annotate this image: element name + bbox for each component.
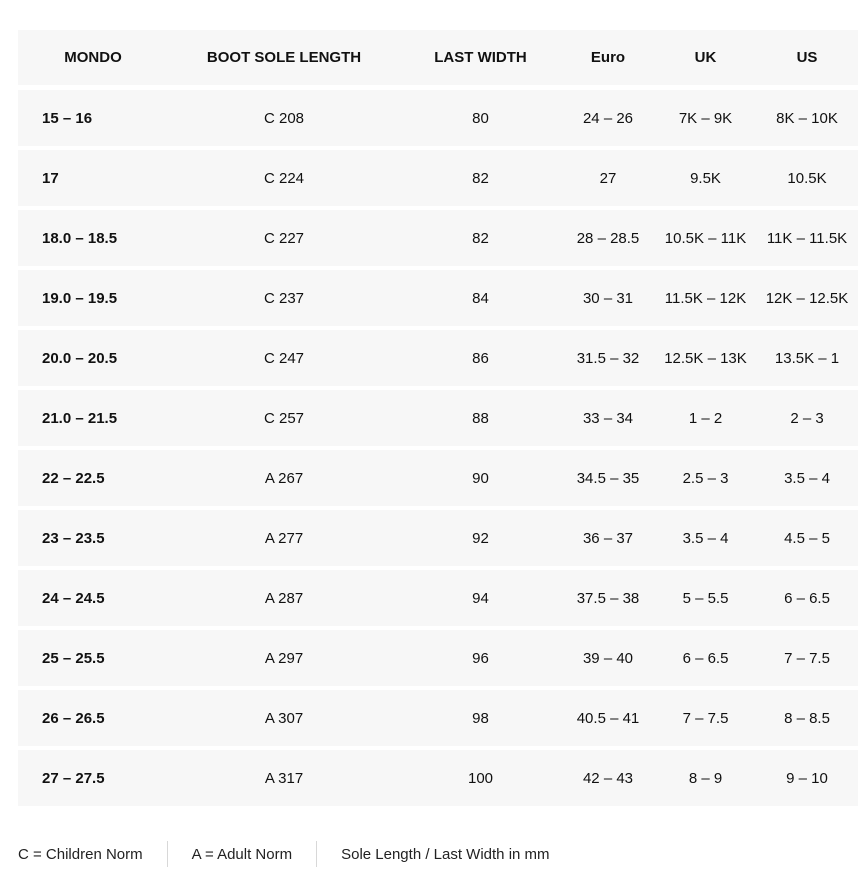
cell-uk: 5 – 5.5 [682,589,729,607]
cell-us: 7 – 7.5 [784,649,830,667]
cell-us: 12K – 12.5K [765,289,849,307]
table-row [18,330,858,386]
cell-last-width: 98 [472,709,489,727]
cell-us: 13.5K – 1 [774,349,840,367]
cell-us: 8 – 8.5 [784,709,830,727]
table-row [18,630,858,686]
table-row [18,750,858,806]
cell-us: 9 – 10 [786,769,828,787]
column-header-last-width: LAST WIDTH [434,49,527,66]
cell-mondo: 19.0 – 19.5 [42,289,118,307]
table-row [18,270,858,326]
cell-mondo: 20.0 – 20.5 [42,349,118,367]
cell-last-width: 84 [472,289,489,307]
cell-boot-sole-length: C 257 [263,409,305,427]
cell-uk: 3.5 – 4 [682,529,729,547]
cell-euro: 30 – 31 [582,289,634,307]
cell-boot-sole-length: A 307 [264,709,304,727]
cell-uk: 9.5K [690,169,721,187]
size-legend [18,841,550,867]
table-body [18,90,858,806]
cell-us: 2 – 3 [790,409,824,427]
cell-euro: 33 – 34 [582,409,634,427]
cell-boot-sole-length: C 237 [263,289,305,307]
cell-euro: 39 – 40 [582,649,634,667]
cell-last-width: 82 [472,229,489,247]
cell-euro: 37.5 – 38 [576,589,640,607]
cell-last-width: 80 [472,109,489,127]
cell-last-width: 94 [472,589,489,607]
cell-mondo: 24 – 24.5 [42,589,105,607]
cell-last-width: 100 [467,769,494,787]
cell-mondo: 23 – 23.5 [42,529,105,547]
cell-boot-sole-length: A 277 [264,529,304,547]
legend-adult-norm: A = Adult Norm [191,845,293,863]
size-chart-table [18,30,858,810]
cell-boot-sole-length: A 267 [264,469,304,487]
cell-last-width: 86 [472,349,489,367]
cell-us: 11K – 11.5K [766,229,848,247]
cell-mondo: 22 – 22.5 [42,469,105,487]
cell-boot-sole-length: A 297 [264,649,304,667]
cell-boot-sole-length: C 224 [263,169,305,187]
legend-children-norm: C = Children Norm [18,845,143,863]
cell-uk: 7K – 9K [678,109,733,127]
cell-boot-sole-length: A 287 [264,589,304,607]
cell-uk: 8 – 9 [688,769,723,787]
cell-mondo: 21.0 – 21.5 [42,409,118,427]
cell-boot-sole-length: A 317 [264,769,304,787]
cell-euro: 36 – 37 [582,529,634,547]
cell-mondo: 15 – 16 [42,109,93,127]
table-row [18,570,858,626]
table-row [18,690,858,746]
cell-us: 10.5K [787,169,827,187]
cell-boot-sole-length: C 227 [263,229,305,247]
cell-euro: 28 – 28.5 [576,229,640,247]
column-header-uk: UK [694,49,717,66]
cell-mondo: 18.0 – 18.5 [42,229,118,247]
table-row [18,450,858,506]
cell-uk: 7 – 7.5 [682,709,729,727]
table-row [18,390,858,446]
cell-last-width: 96 [472,649,489,667]
cell-mondo: 25 – 25.5 [42,649,105,667]
legend-divider [316,841,317,867]
cell-us: 4.5 – 5 [784,529,830,547]
cell-mondo: 17 [42,169,59,187]
cell-euro: 42 – 43 [582,769,634,787]
table-row [18,510,858,566]
cell-mondo: 26 – 26.5 [42,709,105,727]
cell-uk: 1 – 2 [688,409,723,427]
cell-euro: 24 – 26 [582,109,634,127]
cell-boot-sole-length: C 247 [263,349,305,367]
cell-euro: 40.5 – 41 [576,709,640,727]
cell-euro: 27 [599,169,617,187]
column-header-mondo: MONDO [64,49,122,66]
cell-us: 6 – 6.5 [784,589,830,607]
column-header-us: US [796,49,818,66]
cell-euro: 34.5 – 35 [576,469,640,487]
cell-boot-sole-length: C 208 [263,109,305,127]
table-row [18,210,858,266]
cell-last-width: 92 [472,529,489,547]
cell-uk: 6 – 6.5 [682,649,729,667]
cell-uk: 12.5K – 13K [664,349,747,367]
cell-mondo: 27 – 27.5 [42,769,105,787]
legend-divider [167,841,168,867]
cell-us: 8K – 10K [776,109,838,127]
column-header-euro: Euro [590,49,626,66]
table-header-row [18,30,858,85]
cell-last-width: 90 [472,469,489,487]
cell-last-width: 82 [472,169,489,187]
column-header-boot-sole-length: BOOT SOLE LENGTH [206,49,362,66]
cell-euro: 31.5 – 32 [576,349,640,367]
legend-units-note: Sole Length / Last Width in mm [341,845,550,863]
table-row [18,150,858,206]
cell-uk: 2.5 – 3 [682,469,729,487]
cell-last-width: 88 [472,409,489,427]
table-row [18,90,858,146]
cell-uk: 11.5K – 12K [664,289,747,307]
cell-uk: 10.5K – 11K [664,229,747,247]
cell-us: 3.5 – 4 [784,469,830,487]
